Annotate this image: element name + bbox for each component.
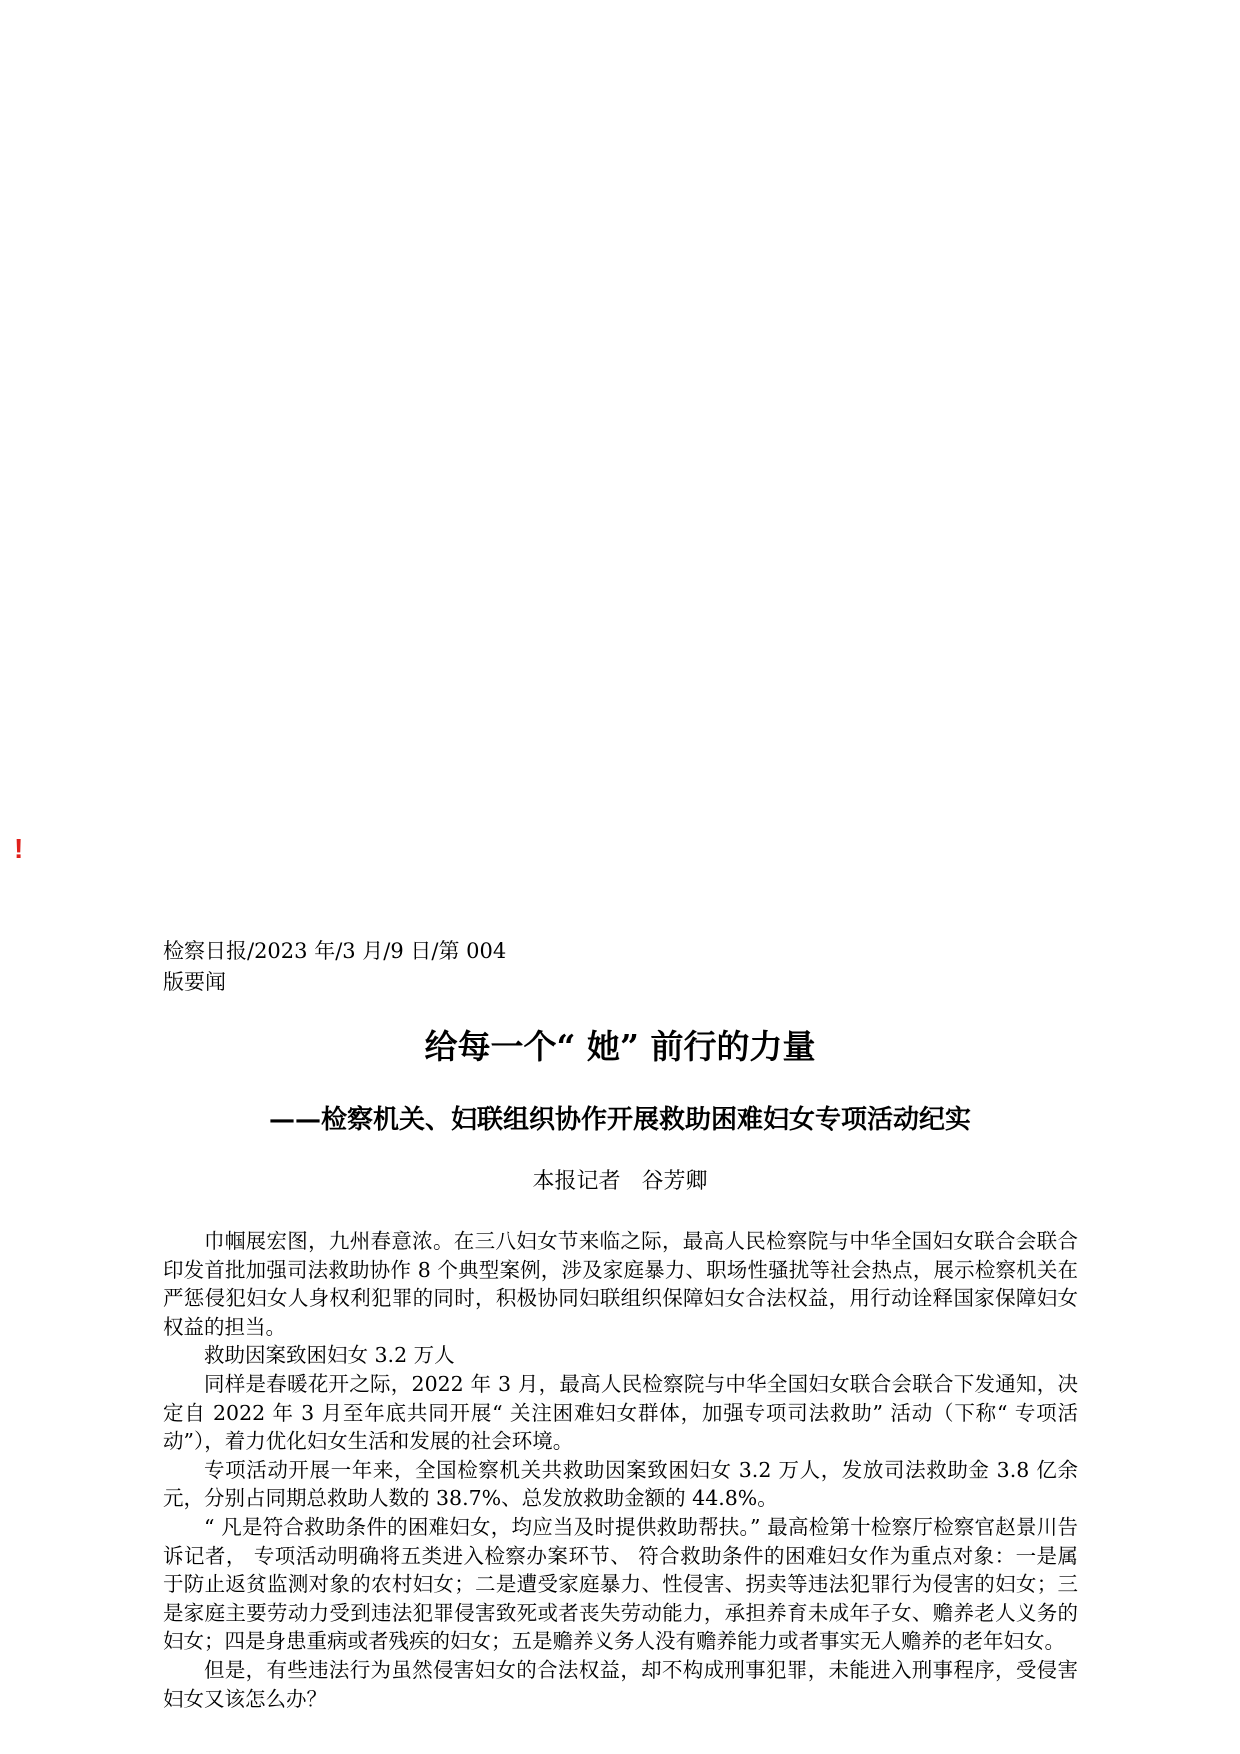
article-subheadline: ——检察机关、妇联组织协作开展救助困难妇女专项活动纪实 (268, 1105, 971, 1135)
paragraph: 同样是春暖花开之际，2022 年 3 月，最高人民检察院与中华全国妇女联合会联合下发通知，决定自 2022 年 3 月至年底共同开展“ 关注困难妇女群体，加强专项司法救助” 活动（下称“ 专项活动”），着力优化妇女生活和发展的社会环境。 (163, 1371, 1078, 1454)
paragraph: 但是，有些违法行为虽然侵害妇女的合法权益，却不构成刑事犯罪，未能进入刑事程序，受侵害妇女又该怎么办？ (163, 1657, 1078, 1711)
article-body (163, 1227, 1078, 1713)
paragraph-intro: 巾帼展宏图，九州春意浓。在三八妇女节来临之际，最高人民检察院与中华全国妇女联合会联合印发首批加强司法救助协作 8 个典型案例，涉及家庭暴力、职场性骚扰等社会热点，展示检察机关在严惩侵犯妇女人身权利犯罪的同时，积极协同妇联组织保障妇女合法权益，用行动诠释国家保障妇女权益的担当。 (163, 1229, 1078, 1339)
article-headline: 给每一个“ 她” 前行的力量 (424, 1027, 816, 1066)
red-exclamation-mark: ! (14, 833, 24, 864)
article-byline: 本报记者 谷芳卿 (532, 1169, 708, 1194)
paragraph: “ 凡是符合救助条件的困难妇女，均应当及时提供救助帮扶。” 最高检第十检察厅检察官赵景川告诉记者， 专项活动明确将五类进入检察办案环节、 符合救助条件的困难妇女作为重点对象：一是属于防止返贫监测对象的农村妇女；二是遭受家庭暴力、性侵害、拐卖等违法犯罪行为侵害的妇女；三是家庭主要劳动力受到违法犯罪侵害致死或者丧失劳动能力，承担养育未成年子女、赡养老人义务的妇女；四是身患重病或者残疾的妇女；五是赡养义务人没有赡养能力或者事实无人赡养的老年妇女。 (163, 1514, 1078, 1654)
source-line: 检察日报/2023 年/3 月/9 日/第 004 (163, 939, 507, 963)
section-heading: 救助因案致困妇女 3.2 万人 (204, 1343, 455, 1368)
source-line-continued: 版要闻 (163, 970, 226, 994)
paragraph: 专项活动开展一年来，全国检察机关共救助因案致困妇女 3.2 万人，发放司法救助金 3.8 亿余元，分别占同期总救助人数的 38.7%、总发放救助金额的 44.8%。 (163, 1457, 1078, 1511)
source-info (163, 936, 506, 998)
